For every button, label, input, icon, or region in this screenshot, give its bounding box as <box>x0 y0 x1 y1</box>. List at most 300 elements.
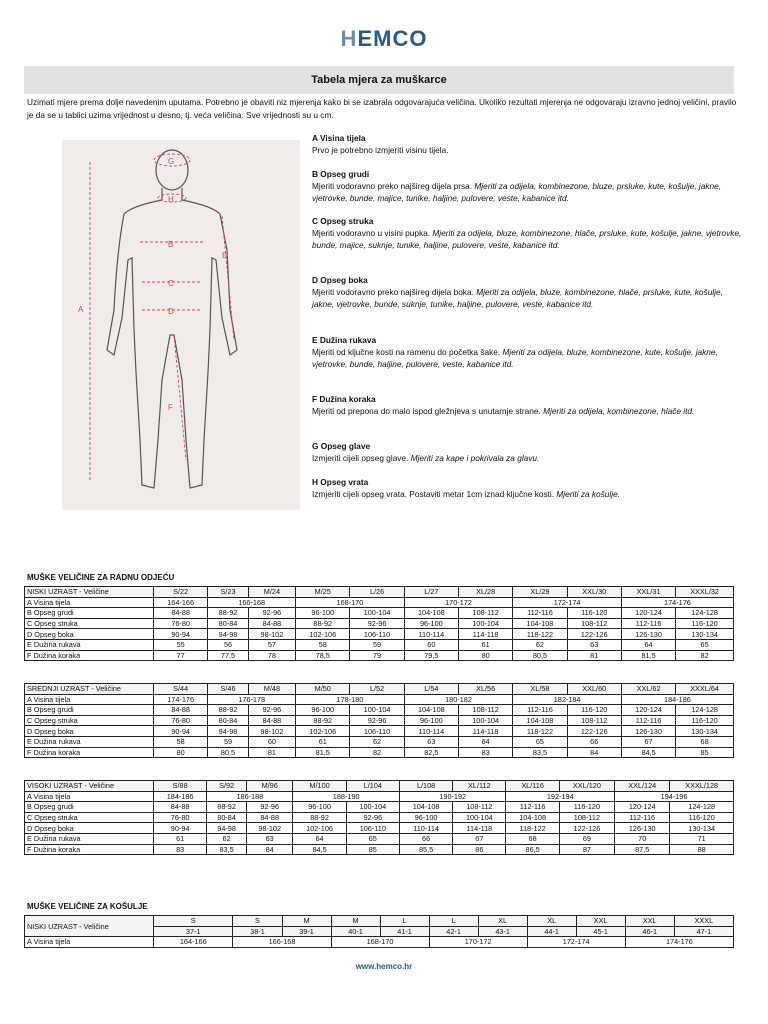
value-cell: 76-80 <box>154 715 208 726</box>
height-cell: 174-176 <box>154 694 208 705</box>
value-cell: 90-94 <box>154 629 208 640</box>
value-cell: 96-100 <box>296 608 350 619</box>
size-header: M <box>282 916 331 927</box>
row-label: F Dužina koraka <box>25 844 154 855</box>
intro-text: Uzimati mjere prema dolje navedenim uputama. Potrebno je obaviti niz mjerenja kako bi se izabrala odgovarajuća veličina. Ukoliko rezultati mjerenja ne odgovaraju izravno jednoj veličini, pravilo je da se u tablici uzima vrijednost u desno, tj. veća veličina. Sve vrijednosti su u cm. <box>27 97 737 120</box>
value-cell: 82 <box>676 650 734 661</box>
collar-cell: 45-1 <box>576 926 625 937</box>
row-label: B Opseg grudi <box>25 802 154 813</box>
size-header: S <box>154 916 233 927</box>
value-cell: 112-116 <box>506 802 559 813</box>
value-cell: 85 <box>676 747 734 758</box>
value-cell: 63 <box>567 639 621 650</box>
section-title-work: MUŠKE VELIČINE ZA RADNU ODJEĆU <box>27 573 175 582</box>
size-header: XL <box>527 916 576 927</box>
table-header-label: SREDNJI UZRAST - Veličine <box>25 684 154 695</box>
instruction-c: C Opseg struka Mjeriti vodoravno u visini pupka. Mjeriti za odijela, bluze, kombinezone, hlače, prsluke, kute, košulje, jakne, vjetrovke, bunde, majice, suknje, tunike, haljine, pulovere, veste, kabanice itd. <box>312 216 742 250</box>
value-cell: 116-120 <box>676 618 734 629</box>
size-header: XL/116 <box>506 781 559 792</box>
value-cell: 116-120 <box>670 812 734 823</box>
value-cell: 80 <box>459 650 513 661</box>
page-title: Tabela mjera za muškarce <box>24 66 734 94</box>
size-table-srednji <box>24 683 734 758</box>
row-label: A Visina tijela <box>25 597 154 608</box>
table-row <box>25 791 734 802</box>
instruction-h: H Opseg vrata Izmjeriti cijeli opseg vrata. Postaviti metar 1cm iznad ključne kosti. Mjeriti za košulje. <box>312 477 621 499</box>
collar-cell: 44-1 <box>527 926 576 937</box>
value-cell: 79 <box>350 650 404 661</box>
collar-cell: 46-1 <box>625 926 674 937</box>
value-cell: 108-112 <box>567 618 621 629</box>
table-row <box>25 705 734 716</box>
table-row <box>25 747 734 758</box>
value-cell: 112-116 <box>513 705 567 716</box>
hemco-logo: HEMCO <box>340 26 428 51</box>
value-cell: 106-110 <box>346 823 399 834</box>
value-cell: 63 <box>246 833 292 844</box>
size-header: S <box>233 916 282 927</box>
value-cell: 100-104 <box>459 618 513 629</box>
height-cell: 180-182 <box>404 694 513 705</box>
value-cell: 66 <box>399 833 452 844</box>
value-cell: 65 <box>676 639 734 650</box>
value-cell: 88-92 <box>208 705 248 716</box>
size-header: M/48 <box>248 684 295 695</box>
value-cell: 64 <box>459 736 513 747</box>
instruction-f: F Dužina koraka Mjeriti od prepona do malo ispod gležnjeva s unutarnje strane. Mjeriti za odijela, kombinezone, hlače itd. <box>312 394 695 416</box>
value-cell: 80,5 <box>513 650 567 661</box>
value-cell: 122-126 <box>559 823 614 834</box>
value-cell: 94-98 <box>208 726 248 737</box>
value-cell: 60 <box>248 736 295 747</box>
value-cell: 55 <box>154 639 208 650</box>
value-cell: 82,5 <box>404 747 458 758</box>
value-cell: 104-108 <box>513 715 567 726</box>
value-cell: 84-88 <box>154 608 208 619</box>
height-cell: 184-186 <box>154 791 207 802</box>
value-cell: 92-96 <box>350 618 404 629</box>
value-cell: 116-120 <box>676 715 734 726</box>
height-cell: 174-176 <box>621 597 733 608</box>
value-cell: 81 <box>567 650 621 661</box>
value-cell: 84,5 <box>621 747 675 758</box>
body-measurement-figure <box>62 140 300 510</box>
height-cell: 170-172 <box>404 597 513 608</box>
size-header: XXXL/64 <box>676 684 734 695</box>
value-cell: 84-88 <box>248 618 295 629</box>
label-f: F <box>168 403 173 412</box>
size-header: XL/28 <box>459 587 513 598</box>
value-cell: 116-120 <box>559 802 614 813</box>
size-header: L/104 <box>346 781 399 792</box>
value-cell: 110-114 <box>404 726 458 737</box>
value-cell: 57 <box>248 639 295 650</box>
height-cell: 164-166 <box>154 597 208 608</box>
row-label: D Opseg boka <box>25 629 154 640</box>
table-row <box>25 802 734 813</box>
table-row <box>25 736 734 747</box>
value-cell: 118-122 <box>513 629 567 640</box>
height-cell: 176-178 <box>208 694 296 705</box>
value-cell: 61 <box>154 833 207 844</box>
height-cell: 190-192 <box>399 791 506 802</box>
height-cell: 192-194 <box>506 791 615 802</box>
table-row <box>25 844 734 855</box>
value-cell: 67 <box>621 736 675 747</box>
instruction-e: E Dužina rukava Mjeriti od ključne kosti na ramenu do početka šake. Mjeriti za odijela, bluze, kombinezone, kute, košulje, jakne, vjetrovke, bunde, haljine, pulovere, veste, kabanice itd. <box>312 335 718 369</box>
value-cell: 108-112 <box>567 715 621 726</box>
value-cell: 118-122 <box>506 823 559 834</box>
size-header: XXXL <box>674 916 733 927</box>
value-cell: 64 <box>293 833 346 844</box>
value-cell: 120-124 <box>621 608 675 619</box>
value-cell: 104-108 <box>404 705 458 716</box>
size-header: XXL/62 <box>621 684 675 695</box>
value-cell: 100-104 <box>459 715 513 726</box>
size-header: XL/56 <box>459 684 513 695</box>
table-header-label: VISOKI UZRAST - Veličine <box>25 781 154 792</box>
value-cell: 108-112 <box>453 802 506 813</box>
label-h: H <box>168 195 174 204</box>
table-header-row <box>25 587 734 598</box>
value-cell: 88-92 <box>207 802 247 813</box>
value-cell: 68 <box>506 833 559 844</box>
size-header: XXL/120 <box>559 781 614 792</box>
size-header: M/100 <box>293 781 346 792</box>
value-cell: 69 <box>559 833 614 844</box>
value-cell: 85,5 <box>399 844 452 855</box>
height-cell: 178-180 <box>296 694 405 705</box>
row-label: E Dužina rukava <box>25 833 154 844</box>
value-cell: 104-108 <box>404 608 458 619</box>
value-cell: 120-124 <box>615 802 670 813</box>
value-cell: 67 <box>453 833 506 844</box>
value-cell: 77 <box>154 650 208 661</box>
label-d: D <box>168 307 174 316</box>
value-cell: 80-84 <box>207 812 247 823</box>
table-row <box>25 618 734 629</box>
value-cell: 118-122 <box>513 726 567 737</box>
table-row <box>25 726 734 737</box>
table-row <box>25 937 734 948</box>
height-cell: 164-166 <box>154 937 233 948</box>
height-cell: 184-186 <box>621 694 733 705</box>
row-label: A Visina tijela <box>25 937 154 948</box>
value-cell: 62 <box>513 639 567 650</box>
value-cell: 94-98 <box>207 823 247 834</box>
value-cell: 108-112 <box>559 812 614 823</box>
value-cell: 112-116 <box>615 812 670 823</box>
value-cell: 76-80 <box>154 618 208 629</box>
row-label: D Opseg boka <box>25 726 154 737</box>
row-label: E Dužina rukava <box>25 639 154 650</box>
value-cell: 102-106 <box>296 726 350 737</box>
value-cell: 98-102 <box>248 629 295 640</box>
value-cell: 84-88 <box>246 812 292 823</box>
size-table-niski <box>24 586 734 661</box>
value-cell: 112-116 <box>621 715 675 726</box>
instruction-g: G Opseg glave Izmjeriti cijeli opseg glave. Mjeriti za kape i pokrivala za glavu. <box>312 441 540 463</box>
size-header: XXL/31 <box>621 587 675 598</box>
value-cell: 124-128 <box>670 802 734 813</box>
table-header-label: NISKI UZRAST - Veličine <box>25 587 154 598</box>
row-label: C Opseg struka <box>25 618 154 629</box>
label-c: C <box>168 279 174 288</box>
height-cell: 166-168 <box>233 937 331 948</box>
size-header: S/92 <box>207 781 247 792</box>
size-header: L/54 <box>404 684 458 695</box>
collar-cell: 40-1 <box>331 926 380 937</box>
value-cell: 88-92 <box>296 715 350 726</box>
collar-cell: 37-1 <box>154 926 233 937</box>
value-cell: 96-100 <box>293 802 346 813</box>
size-header: S/46 <box>208 684 248 695</box>
row-label: F Dužina koraka <box>25 747 154 758</box>
value-cell: 114-118 <box>459 629 513 640</box>
value-cell: 77,5 <box>208 650 248 661</box>
value-cell: 63 <box>404 736 458 747</box>
value-cell: 86 <box>453 844 506 855</box>
size-header: M/50 <box>296 684 350 695</box>
value-cell: 114-118 <box>453 823 506 834</box>
instruction-a: A Visina tijela Prvo je potrebno izmjeriti visinu tijela. <box>312 133 449 155</box>
value-cell: 66 <box>567 736 621 747</box>
height-cell: 170-172 <box>429 937 527 948</box>
value-cell: 116-120 <box>567 608 621 619</box>
collar-cell: 47-1 <box>674 926 733 937</box>
value-cell: 120-124 <box>621 705 675 716</box>
value-cell: 84 <box>246 844 292 855</box>
height-cell: 174-176 <box>625 937 733 948</box>
row-label: E Dužina rukava <box>25 736 154 747</box>
value-cell: 108-112 <box>459 608 513 619</box>
collar-cell: 42-1 <box>429 926 478 937</box>
size-header: S/88 <box>154 781 207 792</box>
height-cell: 168-170 <box>296 597 405 608</box>
value-cell: 87 <box>559 844 614 855</box>
value-cell: 70 <box>615 833 670 844</box>
value-cell: 56 <box>208 639 248 650</box>
label-e: E <box>222 251 228 260</box>
collar-cell: 43-1 <box>478 926 527 937</box>
size-table-visoki <box>24 780 734 855</box>
size-header: XXL/30 <box>567 587 621 598</box>
value-cell: 126-130 <box>621 726 675 737</box>
size-header: XXL <box>625 916 674 927</box>
value-cell: 80 <box>154 747 208 758</box>
value-cell: 83 <box>459 747 513 758</box>
value-cell: 126-130 <box>621 629 675 640</box>
table-header-row <box>25 781 734 792</box>
value-cell: 84-88 <box>154 802 207 813</box>
value-cell: 104-108 <box>399 802 452 813</box>
value-cell: 65 <box>346 833 399 844</box>
table-header-label: NISKI UZRAST - Veličine <box>25 916 154 937</box>
section-title-shirts: MUŠKE VELIČINE ZA KOŠULJE <box>27 902 148 911</box>
collar-cell: 39-1 <box>282 926 331 937</box>
row-label: B Opseg grudi <box>25 608 154 619</box>
value-cell: 58 <box>296 639 350 650</box>
height-cell: 186-188 <box>207 791 293 802</box>
collar-cell: 41-1 <box>380 926 429 937</box>
value-cell: 64 <box>621 639 675 650</box>
value-cell: 79,5 <box>404 650 458 661</box>
size-header: XXL <box>576 916 625 927</box>
value-cell: 112-116 <box>513 608 567 619</box>
value-cell: 130-134 <box>676 629 734 640</box>
height-cell: 166-168 <box>208 597 296 608</box>
value-cell: 130-134 <box>676 726 734 737</box>
value-cell: 88-92 <box>208 608 248 619</box>
value-cell: 82 <box>350 747 404 758</box>
table-row <box>25 812 734 823</box>
value-cell: 102-106 <box>296 629 350 640</box>
value-cell: 87,5 <box>615 844 670 855</box>
size-header: XXXL/128 <box>670 781 734 792</box>
value-cell: 124-128 <box>676 705 734 716</box>
value-cell: 62 <box>207 833 247 844</box>
height-cell: 168-170 <box>331 937 429 948</box>
value-cell: 59 <box>208 736 248 747</box>
value-cell: 78 <box>248 650 295 661</box>
size-header: L/27 <box>404 587 458 598</box>
value-cell: 65 <box>513 736 567 747</box>
value-cell: 83 <box>154 844 207 855</box>
value-cell: 59 <box>350 639 404 650</box>
value-cell: 98-102 <box>246 823 292 834</box>
size-header: S/22 <box>154 587 208 598</box>
value-cell: 62 <box>350 736 404 747</box>
value-cell: 90-94 <box>154 726 208 737</box>
value-cell: 92-96 <box>248 608 295 619</box>
size-header: L <box>380 916 429 927</box>
value-cell: 108-112 <box>459 705 513 716</box>
table-row <box>25 694 734 705</box>
value-cell: 88 <box>670 844 734 855</box>
size-header: L/52 <box>350 684 404 695</box>
value-cell: 80-84 <box>208 715 248 726</box>
value-cell: 81,5 <box>621 650 675 661</box>
size-header: L/108 <box>399 781 452 792</box>
instruction-d: D Opseg boka Mjeriti vodoravno preko najšireg dijela boka. Mjeriti za odijela, bluze, kombinezone, hlače, prsluke, kute, košulje, jakne, vjetrovke, bunde, suknje, tunike, haljine, pulovere, veste, kabanice itd. <box>312 275 723 309</box>
value-cell: 80,5 <box>208 747 248 758</box>
value-cell: 100-104 <box>453 812 506 823</box>
value-cell: 100-104 <box>350 608 404 619</box>
value-cell: 85 <box>346 844 399 855</box>
size-header: XXL/60 <box>567 684 621 695</box>
size-header: XL/112 <box>453 781 506 792</box>
value-cell: 76-80 <box>154 812 207 823</box>
value-cell: 86,5 <box>506 844 559 855</box>
value-cell: 68 <box>676 736 734 747</box>
value-cell: 94-98 <box>208 629 248 640</box>
size-header: M/96 <box>246 781 292 792</box>
height-cell: 188-190 <box>293 791 400 802</box>
value-cell: 102-106 <box>293 823 346 834</box>
table-row <box>25 629 734 640</box>
size-header: XL/58 <box>513 684 567 695</box>
instruction-b: B Opseg grudi Mjeriti vodoravno preko najšireg dijela prsa. Mjeriti za odijela, kombinezone, bluze, prsluke, kute, košulje, jakne, vjetrovke, bunde, majice, tunike, haljine, pulovere, veste, kabanice itd. <box>312 169 722 203</box>
value-cell: 58 <box>154 736 208 747</box>
value-cell: 126-130 <box>615 823 670 834</box>
value-cell: 100-104 <box>350 705 404 716</box>
size-header: M <box>331 916 380 927</box>
row-label: C Opseg struka <box>25 812 154 823</box>
value-cell: 81,5 <box>296 747 350 758</box>
value-cell: 84,5 <box>293 844 346 855</box>
value-cell: 84-88 <box>248 715 295 726</box>
row-label: F Dužina koraka <box>25 650 154 661</box>
table-header-row <box>25 684 734 695</box>
row-label: B Opseg grudi <box>25 705 154 716</box>
table-row <box>25 608 734 619</box>
height-cell: 172-174 <box>527 937 625 948</box>
row-label: A Visina tijela <box>25 791 154 802</box>
size-header: L/26 <box>350 587 404 598</box>
value-cell: 92-96 <box>248 705 295 716</box>
size-table-shirts <box>24 915 734 948</box>
size-header: XXXL/32 <box>676 587 734 598</box>
label-b: B <box>168 240 174 249</box>
value-cell: 106-110 <box>350 726 404 737</box>
row-label: A Visina tijela <box>25 694 154 705</box>
value-cell: 61 <box>459 639 513 650</box>
value-cell: 78,5 <box>296 650 350 661</box>
size-header: S/23 <box>208 587 248 598</box>
height-cell: 194-196 <box>615 791 734 802</box>
row-label: D Opseg boka <box>25 823 154 834</box>
value-cell: 88-92 <box>293 812 346 823</box>
value-cell: 124-128 <box>676 608 734 619</box>
collar-cell: 38-1 <box>233 926 282 937</box>
table-row <box>25 650 734 661</box>
value-cell: 81 <box>248 747 295 758</box>
label-g: G <box>168 157 175 166</box>
table-row <box>25 597 734 608</box>
size-header: S/44 <box>154 684 208 695</box>
size-header: XL/29 <box>513 587 567 598</box>
value-cell: 96-100 <box>296 705 350 716</box>
value-cell: 96-100 <box>404 618 458 629</box>
value-cell: 71 <box>670 833 734 844</box>
size-header: XL <box>478 916 527 927</box>
table-row <box>25 823 734 834</box>
footer-url: www.hemco.hr <box>355 962 413 971</box>
value-cell: 83,5 <box>513 747 567 758</box>
value-cell: 106-110 <box>350 629 404 640</box>
value-cell: 80-84 <box>208 618 248 629</box>
value-cell: 122-126 <box>567 726 621 737</box>
value-cell: 104-108 <box>506 812 559 823</box>
height-cell: 182-184 <box>513 694 622 705</box>
value-cell: 92-96 <box>346 812 399 823</box>
value-cell: 84-88 <box>154 705 208 716</box>
table-row <box>25 639 734 650</box>
value-cell: 112-116 <box>621 618 675 629</box>
value-cell: 110-114 <box>399 823 452 834</box>
row-label: C Opseg struka <box>25 715 154 726</box>
value-cell: 114-118 <box>459 726 513 737</box>
value-cell: 116-120 <box>567 705 621 716</box>
value-cell: 60 <box>404 639 458 650</box>
value-cell: 96-100 <box>399 812 452 823</box>
table-row <box>25 715 734 726</box>
value-cell: 61 <box>296 736 350 747</box>
value-cell: 92-96 <box>246 802 292 813</box>
value-cell: 90-94 <box>154 823 207 834</box>
size-header: M/25 <box>296 587 350 598</box>
size-header: L <box>429 916 478 927</box>
